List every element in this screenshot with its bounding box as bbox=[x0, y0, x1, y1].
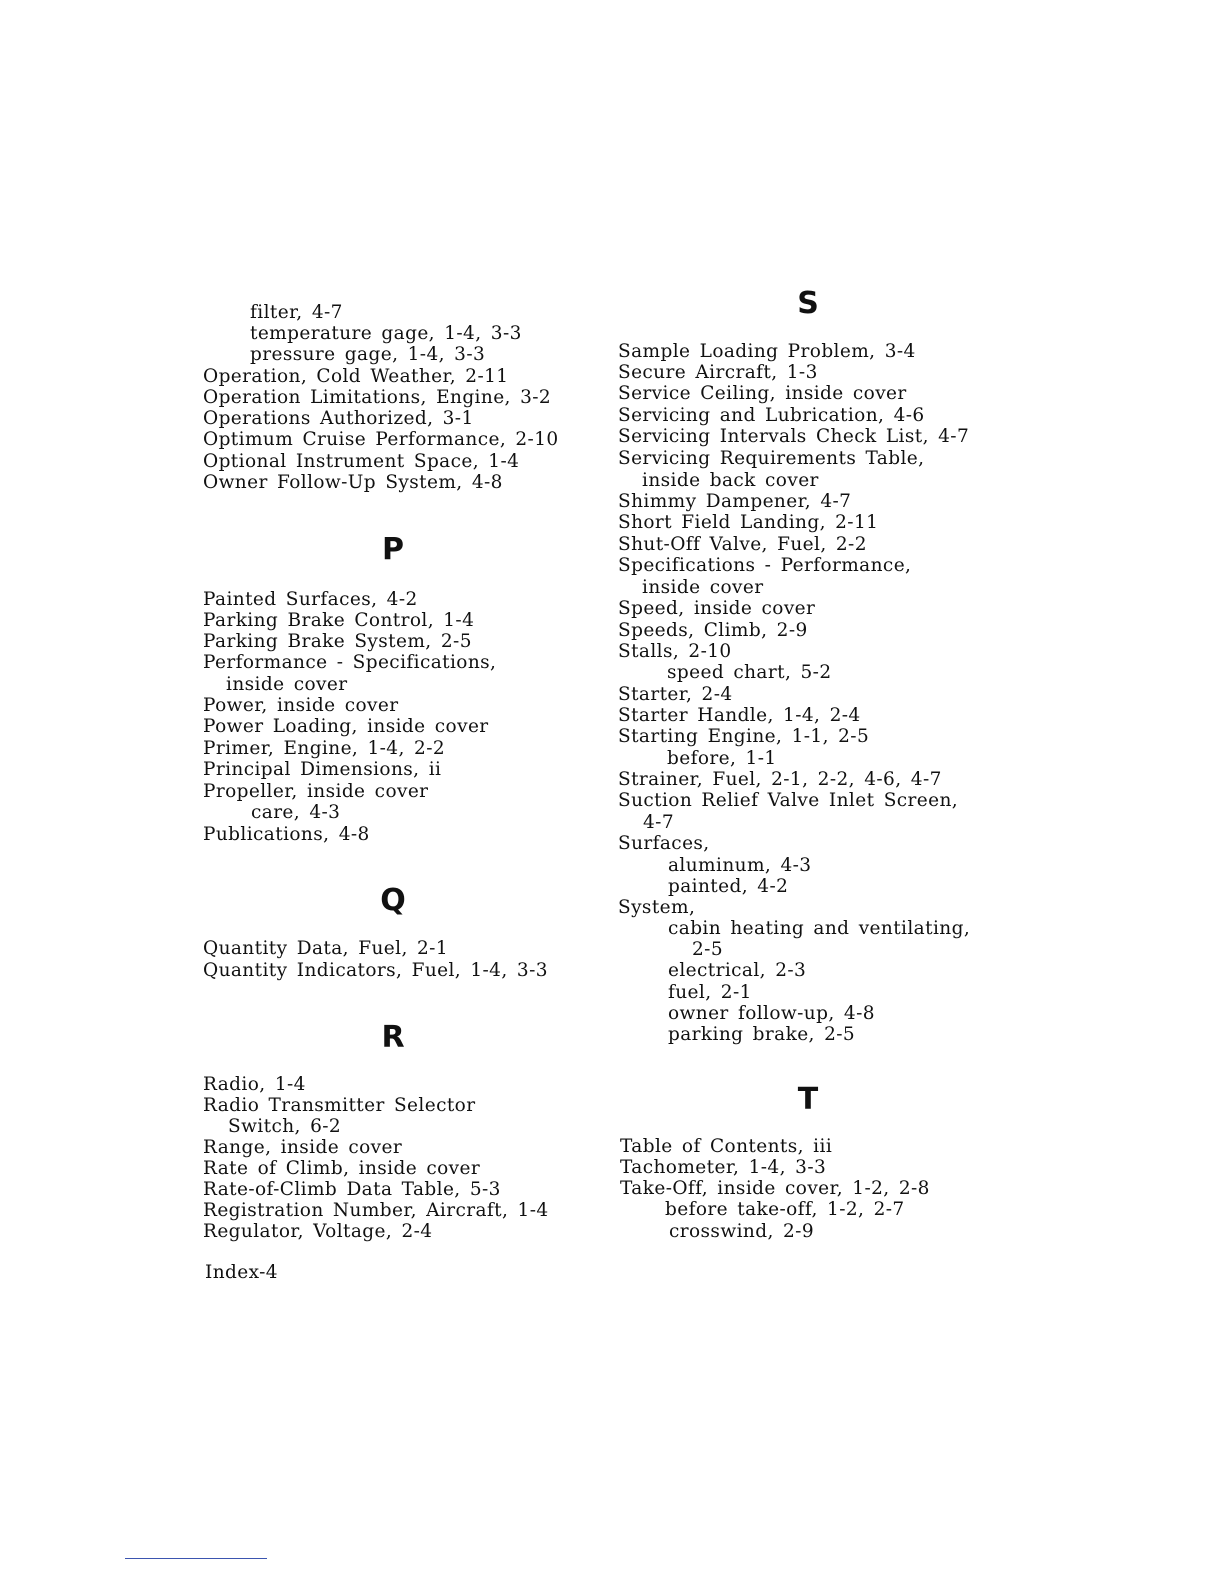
index-entry: Sample Loading Problem, 3-4 bbox=[618, 341, 916, 362]
section-heading-r: R bbox=[381, 1020, 405, 1055]
index-entry: Power Loading, inside cover bbox=[203, 716, 489, 737]
index-entry: Radio Transmitter Selector bbox=[203, 1095, 476, 1116]
index-entry: Service Ceiling, inside cover bbox=[618, 383, 907, 404]
index-entry: Strainer, Fuel, 2-1, 2-2, 4-6, 4-7 bbox=[618, 769, 942, 790]
index-entry: Operation, Cold Weather, 2-11 bbox=[203, 366, 509, 387]
index-entry: Propeller, inside cover bbox=[203, 781, 429, 802]
index-subentry: care, 4-3 bbox=[251, 802, 341, 823]
scan-edge-rule bbox=[125, 1558, 267, 1559]
index-subentry-continuation: 2-5 bbox=[692, 939, 723, 960]
index-entry: Parking Brake System, 2-5 bbox=[203, 631, 472, 652]
index-entry: Registration Number, Aircraft, 1-4 bbox=[203, 1200, 549, 1221]
index-entry: Starting Engine, 1-1, 2-5 bbox=[618, 726, 870, 747]
page-number: Index-4 bbox=[205, 1262, 278, 1283]
index-entry: Shimmy Dampener, 4-7 bbox=[618, 491, 852, 512]
index-entry: Regulator, Voltage, 2-4 bbox=[203, 1221, 433, 1242]
index-entry: Servicing Requirements Table, bbox=[618, 448, 925, 469]
index-entry: Operations Authorized, 3-1 bbox=[203, 408, 474, 429]
index-entry: Servicing and Lubrication, 4-6 bbox=[618, 405, 925, 426]
index-entry: Suction Relief Valve Inlet Screen, bbox=[618, 790, 959, 811]
index-entry: Surfaces, bbox=[618, 833, 710, 854]
index-subentry: crosswind, 2-9 bbox=[669, 1221, 814, 1242]
index-entry-continuation: 4-7 bbox=[643, 812, 674, 833]
index-entry: Servicing Intervals Check List, 4-7 bbox=[618, 426, 970, 447]
index-entry: Power, inside cover bbox=[203, 695, 399, 716]
index-entry: Primer, Engine, 1-4, 2-2 bbox=[203, 738, 446, 759]
index-entry: Shut-Off Valve, Fuel, 2-2 bbox=[618, 534, 867, 555]
index-entry: Optimum Cruise Performance, 2-10 bbox=[203, 429, 559, 450]
section-heading-s: S bbox=[797, 286, 819, 321]
index-subentry: before take-off, 1-2, 2-7 bbox=[665, 1199, 905, 1220]
index-entry-continuation: inside cover bbox=[226, 674, 348, 695]
index-entry: Radio, 1-4 bbox=[203, 1074, 306, 1095]
index-entry: Rate of Climb, inside cover bbox=[203, 1158, 481, 1179]
index-entry: Table of Contents, iii bbox=[620, 1136, 833, 1157]
index-entry: Range, inside cover bbox=[203, 1137, 403, 1158]
index-subentry: cabin heating and ventilating, bbox=[668, 918, 971, 939]
index-subentry: owner follow-up, 4-8 bbox=[668, 1003, 875, 1024]
index-entry: Speeds, Climb, 2-9 bbox=[618, 620, 808, 641]
index-entry: Owner Follow-Up System, 4-8 bbox=[203, 472, 503, 493]
index-entry: System, bbox=[618, 897, 696, 918]
index-entry: Quantity Data, Fuel, 2-1 bbox=[203, 938, 448, 959]
index-subentry: painted, 4-2 bbox=[668, 876, 789, 897]
index-entry: Starter, 2-4 bbox=[618, 684, 733, 705]
index-entry: Take-Off, inside cover, 1-2, 2-8 bbox=[620, 1178, 930, 1199]
index-subentry: temperature gage, 1-4, 3-3 bbox=[250, 323, 522, 344]
index-entry: Specifications - Performance, bbox=[618, 555, 912, 576]
index-subentry: filter, 4-7 bbox=[250, 302, 343, 323]
index-entry: Short Field Landing, 2-11 bbox=[618, 512, 879, 533]
index-entry: Speed, inside cover bbox=[618, 598, 816, 619]
index-entry: Operation Limitations, Engine, 3-2 bbox=[203, 387, 552, 408]
index-entry: Starter Handle, 1-4, 2-4 bbox=[618, 705, 861, 726]
index-subentry: before, 1-1 bbox=[667, 748, 777, 769]
index-entry-continuation: inside back cover bbox=[642, 470, 819, 491]
section-heading-p: P bbox=[382, 532, 404, 567]
index-subentry: speed chart, 5-2 bbox=[667, 662, 832, 683]
index-entry: Stalls, 2-10 bbox=[618, 641, 732, 662]
index-entry: Rate-of-Climb Data Table, 5-3 bbox=[203, 1179, 501, 1200]
index-entry: Tachometer, 1-4, 3-3 bbox=[620, 1157, 827, 1178]
index-entry: Secure Aircraft, 1-3 bbox=[618, 362, 818, 383]
section-heading-q: Q bbox=[380, 883, 406, 918]
index-entry: Principal Dimensions, ii bbox=[203, 759, 442, 780]
index-entry-continuation: Switch, 6-2 bbox=[228, 1116, 342, 1137]
section-heading-t: T bbox=[797, 1082, 819, 1117]
index-entry: Optional Instrument Space, 1-4 bbox=[203, 451, 520, 472]
index-subentry: parking brake, 2-5 bbox=[668, 1024, 856, 1045]
index-entry: Quantity Indicators, Fuel, 1-4, 3-3 bbox=[203, 960, 548, 981]
index-subentry: aluminum, 4-3 bbox=[668, 855, 812, 876]
index-subentry: electrical, 2-3 bbox=[668, 960, 807, 981]
index-subentry: fuel, 2-1 bbox=[668, 982, 752, 1003]
index-entry: Performance - Specifications, bbox=[203, 652, 497, 673]
index-subentry: pressure gage, 1-4, 3-3 bbox=[250, 344, 486, 365]
index-entry-continuation: inside cover bbox=[642, 577, 764, 598]
index-entry: Parking Brake Control, 1-4 bbox=[203, 610, 475, 631]
index-entry: Publications, 4-8 bbox=[203, 824, 370, 845]
index-entry: Painted Surfaces, 4-2 bbox=[203, 589, 418, 610]
